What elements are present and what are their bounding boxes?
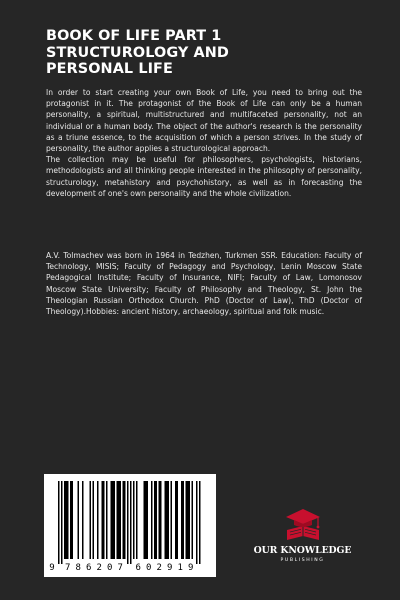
barcode-bar	[93, 481, 95, 559]
isbn-barcode	[44, 474, 216, 577]
barcode-digit: 1	[177, 563, 183, 573]
barcode-digit: 2	[156, 563, 162, 573]
barcode-digit: 6	[86, 563, 92, 573]
barcode-bar	[145, 481, 147, 559]
barcode-bar	[58, 481, 60, 564]
barcode-bar	[123, 481, 125, 559]
publisher-logo	[250, 506, 355, 566]
barcode-bar	[156, 481, 158, 559]
barcode-bar	[106, 481, 108, 559]
barcode-bar	[117, 481, 119, 559]
barcode-bar	[175, 481, 177, 559]
barcode-digit: 6	[135, 563, 141, 573]
barcode-bar	[118, 481, 120, 559]
title-line: BOOK OF LIFE PART 1	[46, 28, 222, 44]
barcode-bar	[171, 481, 173, 559]
description-paragraph: In order to start creating your own Book of Life, you need to bring out the protagonist in it. The protagonist of the Book of Life can only be a human personality, a spiritual, multistructured and multifaceted personality, not an individual or a human body. The object of the author's research is the personality as a triune essence, to the acquisition of which a person strives. In the study of personality, the author applies a structurological approach.	[46, 88, 362, 154]
description-paragraph: The collection may be useful for philosophers, psychologists, historians, methodologists and all thinking people interested in the philosophy of personality, structurology, metahistory and psychohistory, as well as in forecasting the development of one's own personality and the whole civilization.	[46, 155, 362, 198]
barcode-bar	[133, 481, 135, 559]
barcode-bar	[114, 481, 116, 559]
barcode-digit: 0	[146, 563, 152, 573]
barcode-bar	[147, 481, 149, 559]
author-bio: A.V. Tolmachev was born in 1964 in Tedzhen, Turkmen SSR. Education: Faculty of Technology, MISIS; Faculty of Pedagogy and Psychology, Lenin Moscow State Pedagogical Institute; Faculty of Insurance, NIFI; Faculty of Law, Lomonosov Moscow State University; Faculty of Philosophy and Theology, St. John the Theologian Russian Orthodox Church. PhD (Doctor of Law), ThD (Doctor of Theology).Hobbies: ancient history, archaeology, spiritual and folk music.	[46, 251, 362, 317]
barcode-bar	[64, 481, 66, 559]
barcode-bar	[199, 481, 201, 564]
barcode-digit: 9	[167, 563, 173, 573]
title-line: STRUCTUROLOGY AND	[46, 44, 229, 61]
barcode-bar	[165, 481, 167, 559]
graduation-cap-book-icon	[284, 506, 322, 544]
barcode-bar	[67, 481, 69, 559]
barcode-bar	[154, 481, 156, 559]
barcode-digit: 9	[188, 563, 194, 573]
barcode-bar	[189, 481, 191, 559]
barcode-bar	[187, 481, 189, 559]
barcode-bar	[144, 481, 146, 559]
barcode-bar	[90, 481, 92, 559]
barcode-bar	[177, 481, 179, 559]
barcode-bar	[127, 481, 129, 564]
barcode-bar	[186, 481, 188, 559]
book-description	[46, 87, 362, 199]
barcode-bar	[196, 481, 198, 564]
barcode-bar	[97, 481, 99, 559]
barcode-bar	[112, 481, 114, 559]
barcode-digit: 9	[49, 563, 55, 573]
barcode-digit: 8	[75, 563, 81, 573]
barcode-bar	[103, 481, 105, 559]
book-title	[46, 28, 366, 78]
barcode-bar	[111, 481, 113, 559]
barcode-icon	[44, 474, 216, 577]
barcode-bar	[160, 481, 162, 559]
publisher-tagline: PUBLISHING	[280, 558, 325, 563]
barcode-bar	[78, 481, 80, 559]
barcode-bar	[124, 481, 126, 559]
barcode-bar	[61, 481, 63, 564]
barcode-bar	[72, 481, 74, 559]
barcode-bar	[82, 481, 84, 559]
barcode-bar	[151, 481, 153, 559]
barcode-bar	[102, 481, 104, 559]
barcode-bar	[136, 481, 138, 559]
barcode-digit: 0	[107, 563, 113, 573]
barcode-bar	[192, 481, 194, 559]
barcode-bar	[166, 481, 168, 559]
barcode-bar	[168, 481, 170, 559]
barcode-digit: 7	[117, 563, 123, 573]
barcode-bar	[183, 481, 185, 559]
barcode-bar	[66, 481, 68, 559]
barcode-bar	[120, 481, 122, 559]
barcode-bar	[70, 481, 72, 559]
title-line: PERSONAL LIFE	[46, 61, 173, 77]
barcode-digit: 7	[65, 563, 71, 573]
barcode-bar	[181, 481, 183, 559]
publisher-name: OUR KNOWLEDGE	[253, 545, 352, 556]
barcode-bar	[159, 481, 161, 559]
barcode-digit: 2	[96, 563, 102, 573]
barcode-bar	[130, 481, 132, 564]
